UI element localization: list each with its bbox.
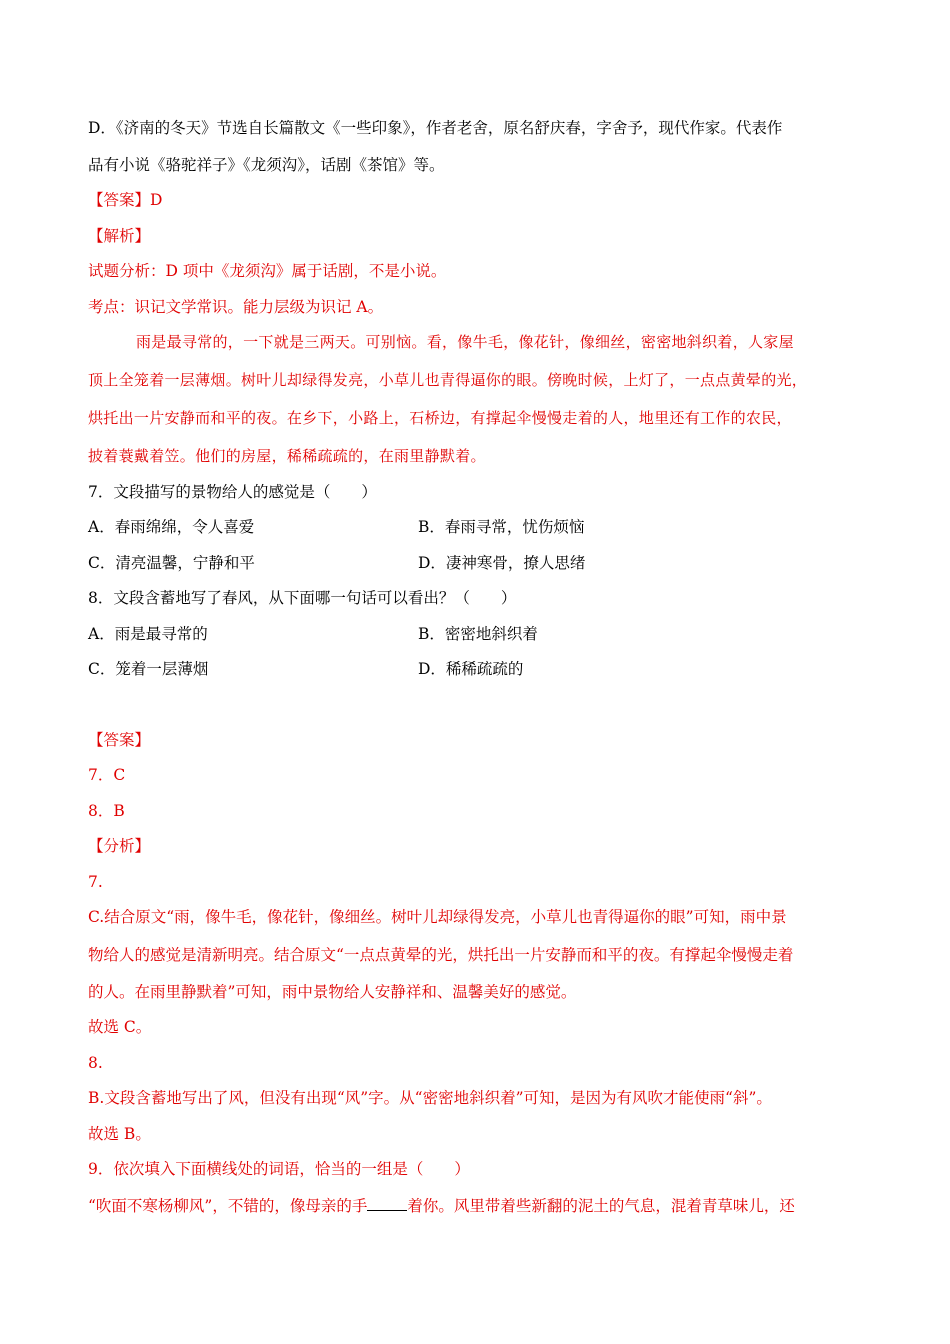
passage-line-3: 烘托出一片安静而和平的夜。在乡下，小路上，石桥边，有撑起伞慢慢走着的人，地里还有工作的农民， [88,409,792,427]
question-9-text [88,1196,795,1216]
q8-option-d: D．稀稀疏疏的 [418,660,524,678]
q9-text-part-b: 着你。风里带着些新翻的泥土的气息，混着青草味儿，还 [407,1197,795,1215]
fenxi-8-line-1: B.文段含蓄地写出了风，但没有出现“风”字。从“密密地斜织着”可知，是因为有风吹才能使雨“斜”。 [88,1089,772,1107]
q8-option-a: A．雨是最寻常的 [88,625,208,643]
q7-option-c: C．清亮温馨，宁静和平 [88,554,255,572]
q8-option-c: C．笼着一层薄烟 [88,660,209,678]
answer-7: 7．C [88,766,126,784]
answer-heading: 【答案】D [88,191,163,209]
fenxi-7-conclusion: 故选 C。 [88,1018,152,1036]
question-8: 8．文段含蓄地写了春风，从下面哪一句话可以看出？（ ） [88,589,517,607]
q9-text-part-a: “吹面不寒杨柳风”，不错的，像母亲的手 [88,1197,368,1215]
analysis-heading: 【解析】 [88,227,151,245]
option-d-line-1: D．《济南的冬天》节选自长篇散文《一些印象》，作者老舍，原名舒庆春，字舍予，现代作家。代表作 [88,119,783,137]
question-7: 7．文段描写的景物给人的感觉是（ ） [88,483,377,501]
fill-in-blank [367,1196,407,1211]
q7-option-b: B．春雨寻常，忧伤烦恼 [418,518,585,536]
analysis-line-1: 试题分析：D 项中《龙须沟》属于话剧，不是小说。 [88,262,447,280]
passage-line-4: 披着蓑戴着笠。他们的房屋，稀稀疏疏的，在雨里静默着。 [88,447,486,465]
answer-8: 8．B [88,802,125,820]
fenxi-8-conclusion: 故选 B。 [88,1125,151,1143]
fenxi-heading: 【分析】 [88,837,151,855]
fenxi-7-line-1: C.结合原文“雨，像牛毛，像花针，像细丝。树叶儿却绿得发亮，小草儿也青得逼你的眼”可知，雨中景 [88,908,787,926]
q7-option-d: D．凄神寒骨，撩人思绪 [418,554,586,572]
question-9: 9．依次填入下面横线处的词语，恰当的一组是（ ） [88,1160,470,1178]
fenxi-7-number: 7. [88,873,103,891]
fenxi-7-line-3: 的人。在雨里静默着”可知，雨中景物给人安静祥和、温馨美好的感觉。 [88,983,577,1001]
option-d-line-2: 品有小说《骆驼祥子》《龙须沟》，话剧《茶馆》等。 [88,156,445,174]
fenxi-7-line-2: 物给人的感觉是清新明亮。结合原文“一点点黄晕的光，烘托出一片安静而和平的夜。有撑起伞慢慢走着 [88,946,794,964]
q8-option-b: B．密密地斜织着 [418,625,538,643]
fenxi-8-number: 8. [88,1054,103,1072]
q7-option-a: A．春雨绵绵，令人喜爱 [88,518,255,536]
passage-line-1: 雨是最寻常的，一下就是三两天。可别恼。看，像牛毛，像花针，像细丝，密密地斜织着，人家屋 [136,333,794,351]
analysis-line-2: 考点：识记文学常识。能力层级为识记 A。 [88,298,384,316]
passage-line-2: 顶上全笼着一层薄烟。树叶儿却绿得发亮，小草儿也青得逼你的眼。傍晚时候，上灯了，一点点黄晕的光， [88,371,808,389]
answer-heading-2: 【答案】 [88,731,151,749]
